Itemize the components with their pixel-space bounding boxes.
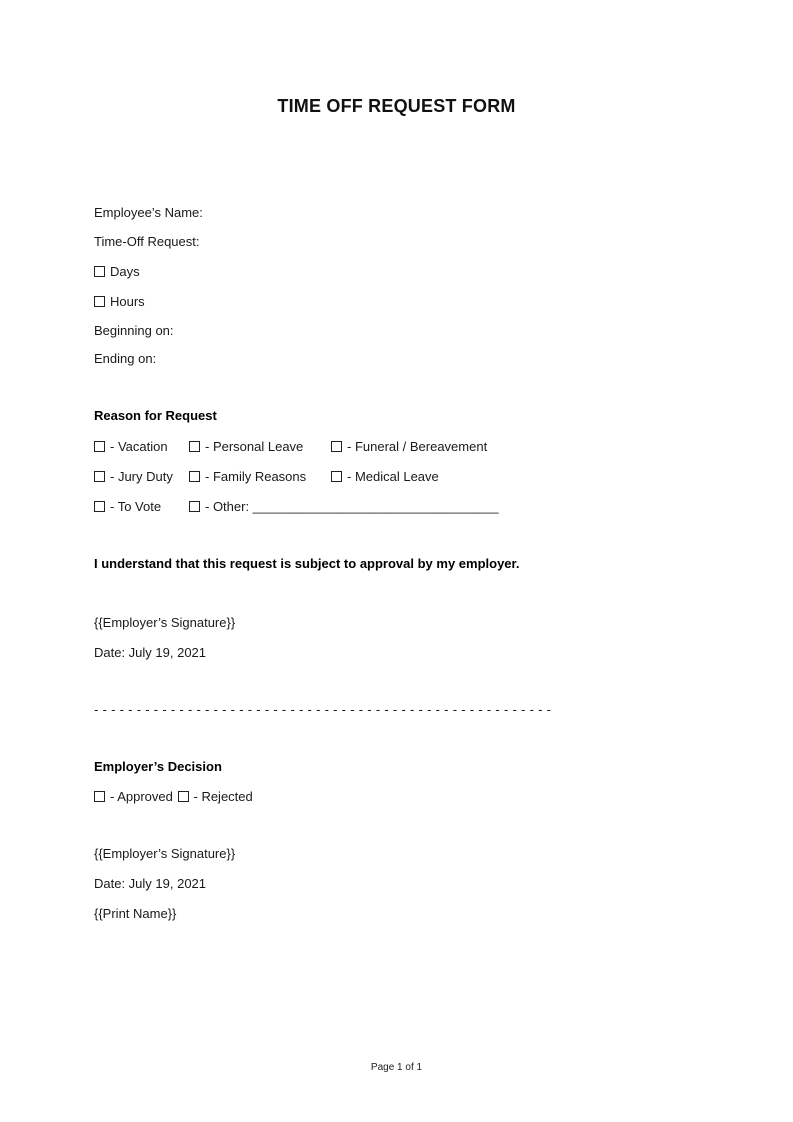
other-checkbox[interactable] <box>189 501 200 512</box>
reason-funeral[interactable] <box>331 439 487 455</box>
to-vote-checkbox[interactable] <box>94 501 105 512</box>
hours-label: Hours <box>110 294 145 309</box>
beginning-on-label: Beginning on: <box>94 323 174 338</box>
rejected-checkbox[interactable] <box>178 791 189 802</box>
employer-sign-date: Date: July 19, 2021 <box>94 876 207 891</box>
approved-option[interactable] <box>94 789 173 804</box>
vacation-label: - Vacation <box>110 439 168 454</box>
time-off-request-label: Time-Off Request: <box>94 234 200 249</box>
employee-name-label: Employee’s Name: <box>94 205 203 220</box>
decision-options <box>94 789 253 805</box>
reason-vacation[interactable] <box>94 439 168 455</box>
days-option[interactable] <box>94 264 140 280</box>
days-label: Days <box>110 264 140 279</box>
reason-heading: Reason for Request <box>94 408 217 423</box>
medical-leave-checkbox[interactable] <box>331 471 342 482</box>
jury-duty-label: - Jury Duty <box>110 469 173 484</box>
medical-leave-label: - Medical Leave <box>347 469 439 484</box>
rejected-option[interactable] <box>177 789 253 804</box>
days-checkbox[interactable] <box>94 266 105 277</box>
reason-personal-leave[interactable] <box>189 439 303 455</box>
ending-on-label: Ending on: <box>94 351 157 366</box>
funeral-label: - Funeral / Bereavement <box>347 439 488 454</box>
funeral-checkbox[interactable] <box>331 441 342 452</box>
section-separator: - - - - - - - - - - - - - - - - - - - - - - - - - - - - - - - - - - - - - - - - - - - - - - - - - - - - - - <box>94 702 552 717</box>
vacation-checkbox[interactable] <box>94 441 105 452</box>
reason-family-reasons[interactable] <box>189 469 306 485</box>
print-name-placeholder: {{Print Name}} <box>94 906 177 921</box>
page-number: Page 1 of 1 <box>370 1062 423 1073</box>
acknowledgement-text: I understand that this request is subject to approval by my employer. <box>94 556 520 571</box>
employee-signature-placeholder: {{Employer’s Signature}} <box>94 615 236 630</box>
reason-to-vote[interactable] <box>94 499 161 515</box>
decision-heading: Employer’s Decision <box>94 759 222 774</box>
reason-medical-leave[interactable] <box>331 469 439 485</box>
other-label: - Other: __________________________________ <box>205 499 499 514</box>
page-title: TIME OFF REQUEST FORM <box>277 96 516 116</box>
hours-option[interactable] <box>94 294 145 310</box>
jury-duty-checkbox[interactable] <box>94 471 105 482</box>
employer-signature-placeholder: {{Employer’s Signature}} <box>94 846 236 861</box>
personal-leave-label: - Personal Leave <box>205 439 304 454</box>
approved-checkbox[interactable] <box>94 791 105 802</box>
reason-other[interactable] <box>189 499 499 515</box>
reason-jury-duty[interactable] <box>94 469 173 485</box>
employee-sign-date: Date: July 19, 2021 <box>94 645 207 660</box>
rejected-label: - Rejected <box>193 789 253 804</box>
hours-checkbox[interactable] <box>94 296 105 307</box>
to-vote-label: - To Vote <box>110 499 162 514</box>
personal-leave-checkbox[interactable] <box>189 441 200 452</box>
family-reasons-label: - Family Reasons <box>205 469 307 484</box>
approved-label: - Approved <box>110 789 173 804</box>
family-reasons-checkbox[interactable] <box>189 471 200 482</box>
